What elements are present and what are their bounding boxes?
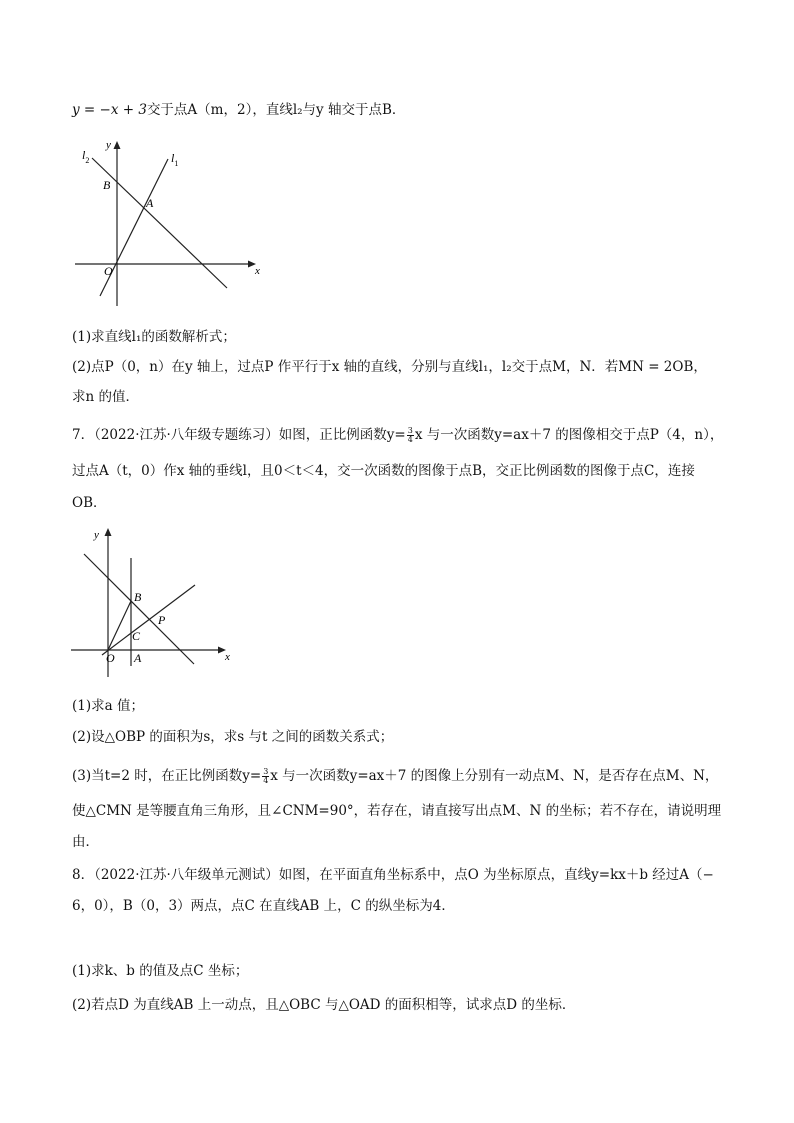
q7-line1-pre: 7．（2022·江苏·八年级专题练习）如图，正比例函数y= bbox=[72, 427, 406, 443]
q8-part2: (2)若点D 为直线AB 上一动点，且△OBC 与△OAD 的面积相等，试求点D 的坐标． bbox=[72, 997, 576, 1013]
q7-figure bbox=[68, 522, 240, 680]
q6-label-y: y bbox=[106, 139, 111, 151]
q6-intro-text: 交于点A（m，2），直线l₂与y 轴交于点B． bbox=[146, 102, 406, 118]
q7-label-x: x bbox=[225, 651, 230, 663]
q7-y-axis-arrow bbox=[105, 528, 112, 536]
q7-part3-line3: 由． bbox=[72, 834, 99, 850]
q8-line1: 8．（2022·江苏·八年级单元测试）如图，在平面直角坐标系中，点O 为坐标原点，直线y=kx＋b 经过A（− bbox=[72, 867, 714, 883]
q6-label-x: x bbox=[255, 265, 260, 277]
q6-figure bbox=[70, 136, 270, 314]
q7-part3-pre: (3)当t=2 时，在正比例函数y= bbox=[72, 768, 262, 784]
q7-label-y: y bbox=[94, 529, 99, 541]
q7-part1: (1)求a 值； bbox=[72, 698, 144, 714]
q6-label-a: A bbox=[146, 196, 154, 210]
q6-part2-line1: (2)点P（0，n）在y 轴上，过点P 作平行于x 轴的直线，分别与直线l₁，l₂交于点M，N．若MN = 2OB， bbox=[72, 359, 707, 375]
q7-label-o: O bbox=[106, 651, 115, 665]
q7-label-c: C bbox=[132, 629, 141, 643]
q7-linear-line bbox=[84, 554, 194, 664]
q6-intro-equation: y = −x + 3 bbox=[72, 102, 147, 118]
q7-part3-fraction: $\frac{3}{4}$ bbox=[263, 767, 269, 785]
q7-label-b: B bbox=[134, 590, 142, 604]
q6-intro-line bbox=[72, 101, 405, 119]
q7-label-a: A bbox=[134, 651, 142, 665]
q6-label-b: B bbox=[103, 178, 111, 192]
q8-part1: (1)求k、b 的值及点C 坐标； bbox=[72, 963, 249, 979]
q6-part2-line2: 求n 的值． bbox=[72, 389, 139, 405]
q6-label-o: O bbox=[104, 264, 113, 278]
q7-segment-ob bbox=[108, 601, 131, 650]
q8-line2: 6，0），B（0，3）两点，点C 在直线AB 上，C 的纵坐标为4． bbox=[72, 898, 455, 914]
q7-line2: 过点A（t，0）作x 轴的垂线l，且0＜t＜4，交一次函数的图像于点B，交正比例函数的图像于点C，连接 bbox=[72, 463, 695, 479]
q7-line1 bbox=[72, 426, 723, 444]
q7-fraction: $\frac{3}{4}$ bbox=[407, 426, 413, 444]
q6-y-axis-arrow bbox=[114, 141, 121, 149]
q7-line1-post: x 与一次函数y=ax＋7 的图像相交于点P（4，n）， bbox=[414, 427, 724, 443]
q6-label-l2: $l_2$ bbox=[82, 148, 90, 165]
q7-proportional-line bbox=[102, 585, 195, 655]
q7-line3: OB． bbox=[72, 495, 107, 511]
q6-part1: (1)求直线l₁的函数解析式； bbox=[72, 329, 236, 345]
q7-part3-line1 bbox=[72, 767, 718, 785]
q7-part3-line2: 使△CMN 是等腰直角三角形，且∠CNM=90°，若存在，请直接写出点M、N 的坐标；若不存在，请说明理 bbox=[72, 803, 722, 819]
q7-part2: (2)设△OBP 的面积为s，求s 与t 之间的函数关系式； bbox=[72, 729, 394, 745]
q6-label-l1: $l_1$ bbox=[171, 151, 179, 168]
q7-label-p: P bbox=[158, 613, 166, 627]
q7-part3-post: x 与一次函数y=ax＋7 的图像上分别有一动点M、N，是否存在点M、N， bbox=[270, 768, 719, 784]
